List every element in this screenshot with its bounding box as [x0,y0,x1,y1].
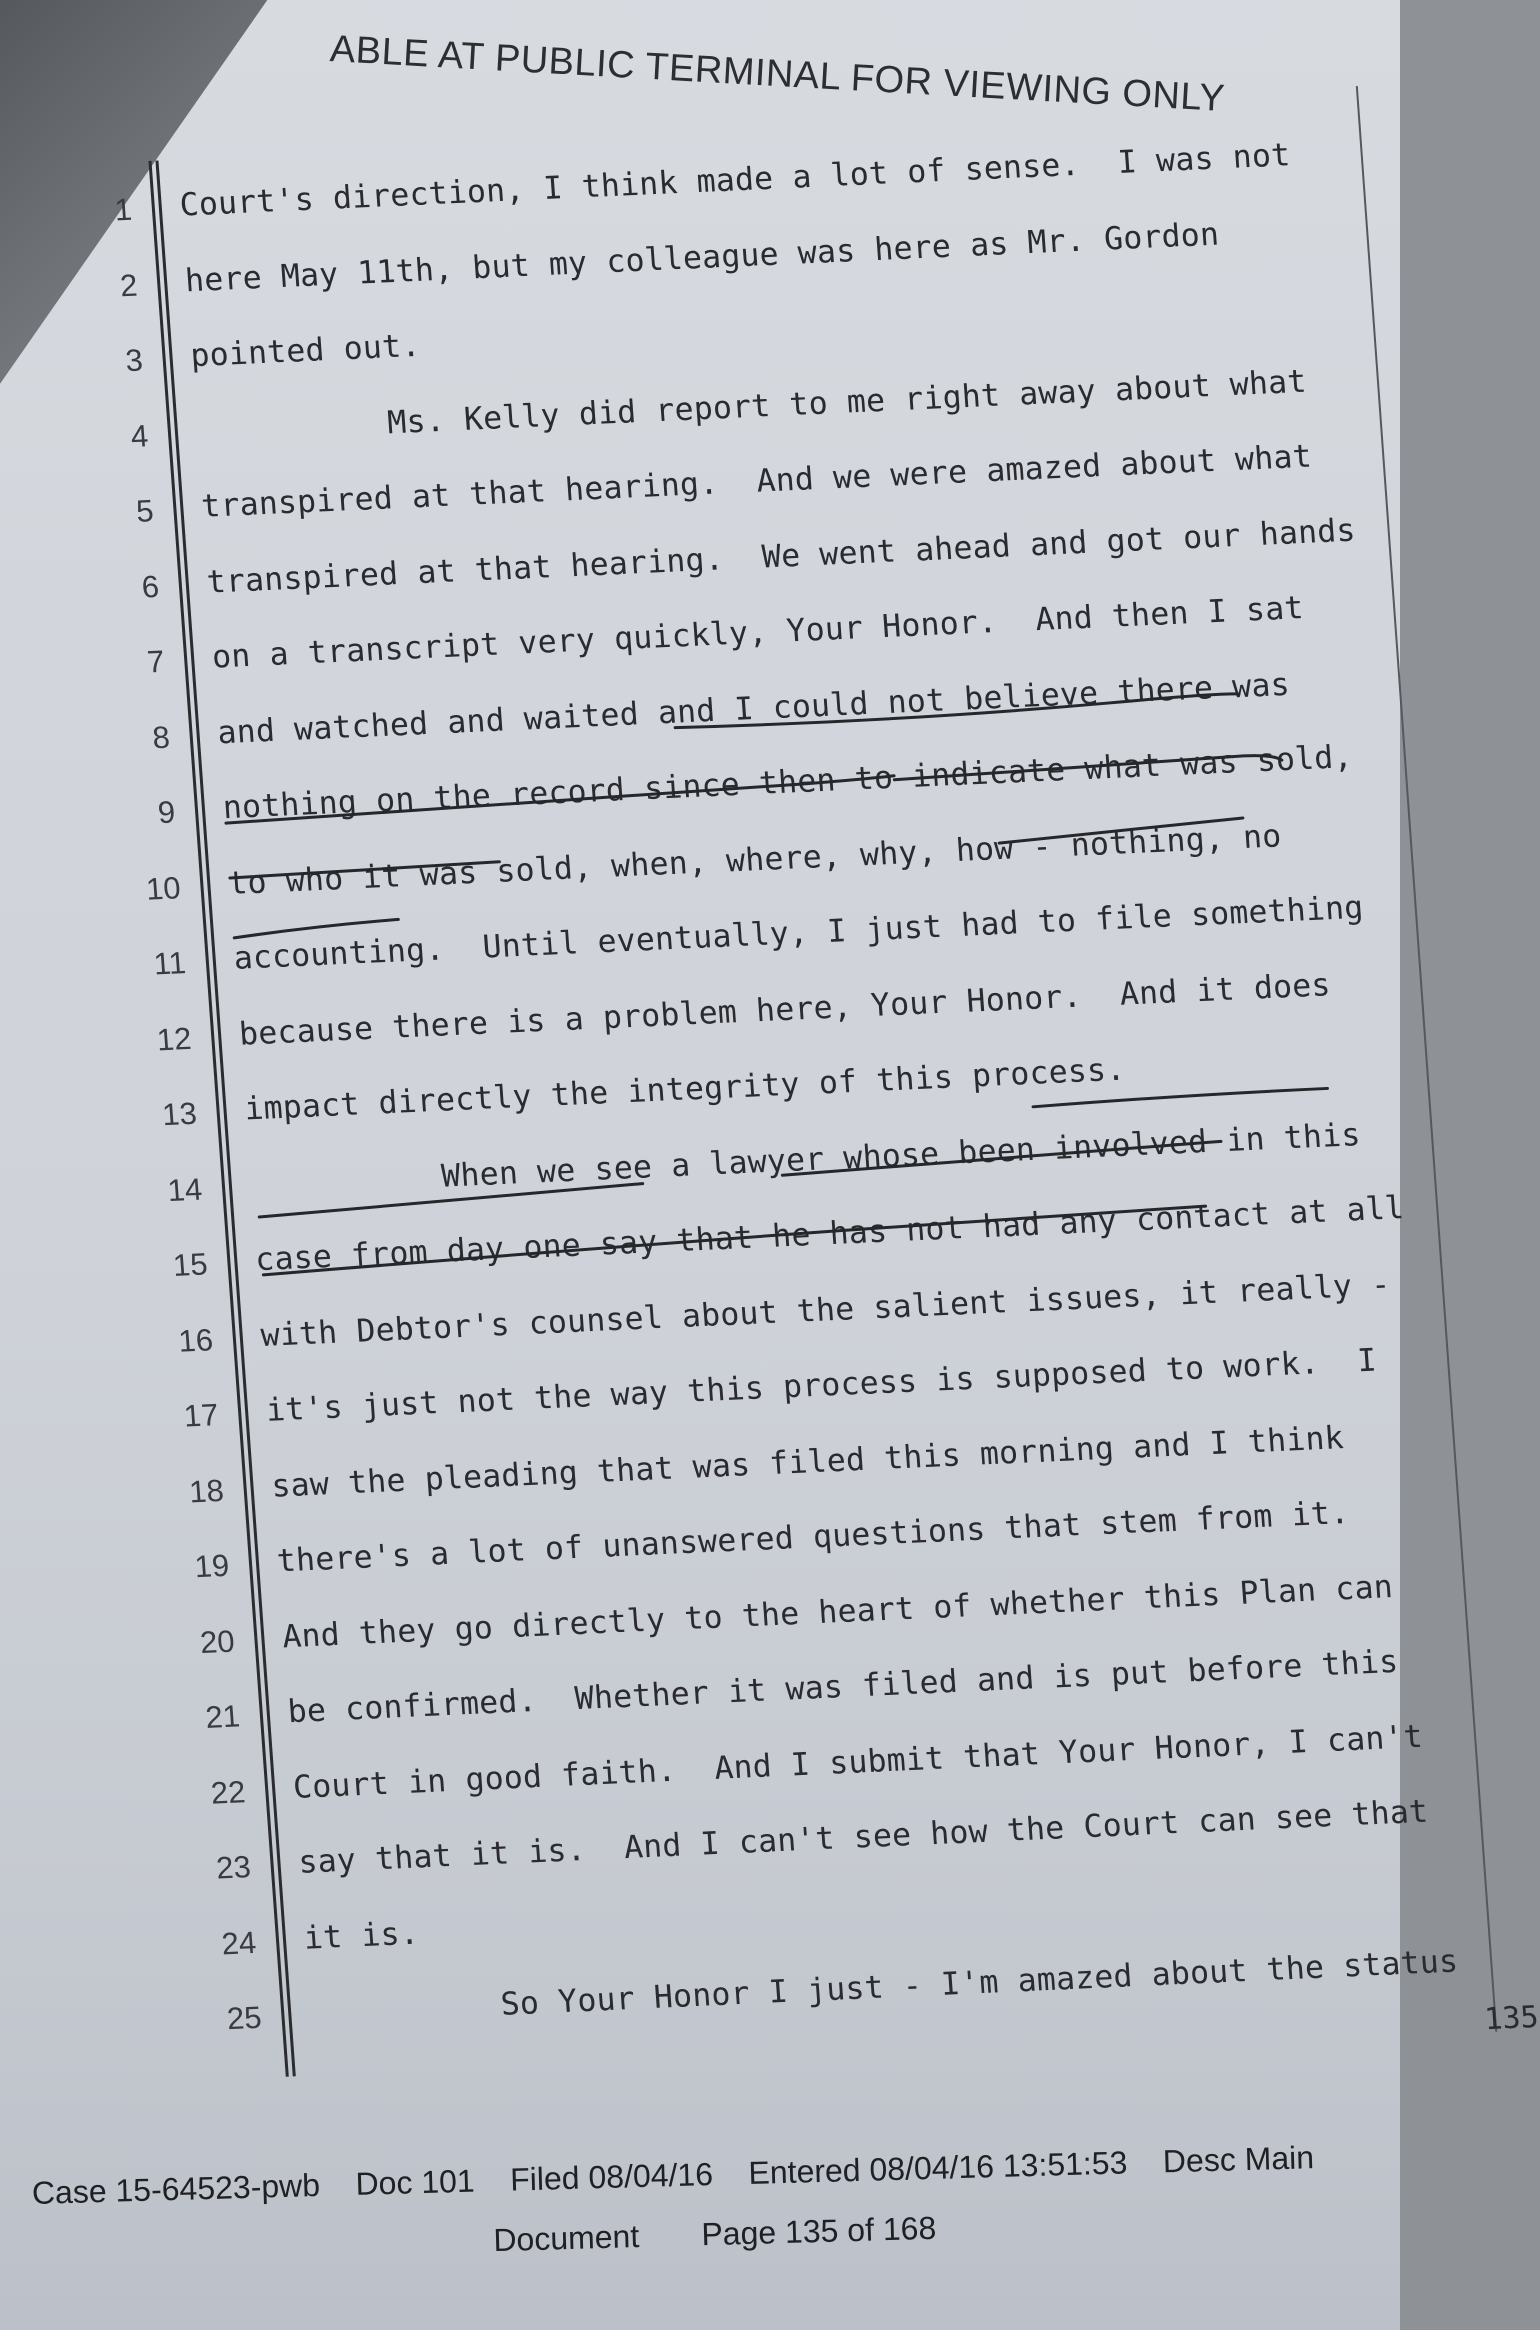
line-number: 8 [151,719,171,755]
line-number: 20 [198,1623,236,1660]
line-number: 21 [204,1698,242,1735]
line-number: 12 [155,1020,193,1057]
line-number: 13 [160,1095,198,1133]
line-number: 24 [220,1924,258,1961]
line-number: 1 [113,191,134,228]
line-text: to who it was sold, when, where, why, how - nothing, no [227,817,1283,902]
line-number: 9 [156,794,177,831]
line-number: 10 [144,869,182,907]
line-text: And they go directly to the heart of whether this Plan can [281,1568,1395,1655]
line-number: 22 [209,1773,247,1811]
line-number: 2 [118,267,139,303]
line-number: 14 [166,1171,204,1208]
line-number: 23 [214,1849,252,1886]
line-number: 4 [129,417,150,454]
line-text: saw the pleading that was filed this morning and I think [270,1419,1345,1505]
line-text: because there is a problem here, Your Honor. And it does [237,966,1332,1053]
line-text: there's a lot of unanswered questions that stem from it. [275,1494,1351,1580]
line-text: pointed out. [189,327,422,375]
line-text: it is. [302,1915,421,1957]
line-text: on a transcript very quickly, Your Honor. And then I sat [210,590,1305,676]
line-text: nothing on the record since then to indicate what was sold, [221,738,1354,827]
line-number: 11 [152,945,188,982]
line-text: it's just not the way this process is supposed to work. I [264,1342,1378,1429]
line-text: say that it is. And I can't see how the Court can see that [297,1793,1430,1881]
page-number: 135 [1483,1999,1540,2038]
transcript-page [60,125,1540,2081]
line-text: Court's direction, I think made a lot of sense. I was not [178,137,1292,224]
line-number: 17 [182,1397,220,1434]
footer-document-line: Document Page 135 of 168 [492,2209,937,2259]
line-number: 25 [225,1999,263,2037]
line-text: and watched and waited and I could not believe there was [216,666,1291,751]
line-text: So Your Honor I just - I'm amazed about the status [308,1943,1460,2032]
line-number: 15 [171,1246,209,1283]
line-text: transpired at that hearing. And we were amazed about what [200,438,1314,525]
line-text: When we see a lawyer whose been involved in this [248,1116,1362,1203]
line-number: 18 [187,1472,225,1509]
line-number: 16 [177,1321,215,1359]
line-text: with Debtor's counsel about the salient issues, it really - [259,1266,1392,1354]
line-text: case from day one say that he has not had any contact at all [254,1190,1406,1279]
line-text: Court in good faith. And I submit that Your Honor, I can't [291,1718,1424,1806]
public-terminal-stamp: ABLE AT PUBLIC TERMINAL FOR VIEWING ONLY [328,28,1227,121]
line-number: 3 [124,342,144,379]
line-number: 5 [135,493,155,529]
line-number: 7 [145,643,166,680]
footer-case-line: Case 15-64523-pwb Doc 101 Filed 08/04/16 Entered 08/04/16 13:51:53 Desc Main [31,2139,1315,2211]
line-text: here May 11th, but my colleague was here as Mr. Gordon [183,216,1221,299]
line-text: Ms. Kelly did report to me right away about what [194,363,1308,450]
line-text: impact directly the integrity of this process. [243,1051,1127,1128]
line-text: transpired at that hearing. We went ahead and got our hands [205,512,1357,601]
line-text: accounting. Until eventually, I just had to file something [232,889,1365,977]
line-number: 6 [140,568,161,605]
line-text: be confirmed. Whether it was filed and is put before this [286,1643,1400,1731]
line-number: 19 [193,1547,231,1585]
